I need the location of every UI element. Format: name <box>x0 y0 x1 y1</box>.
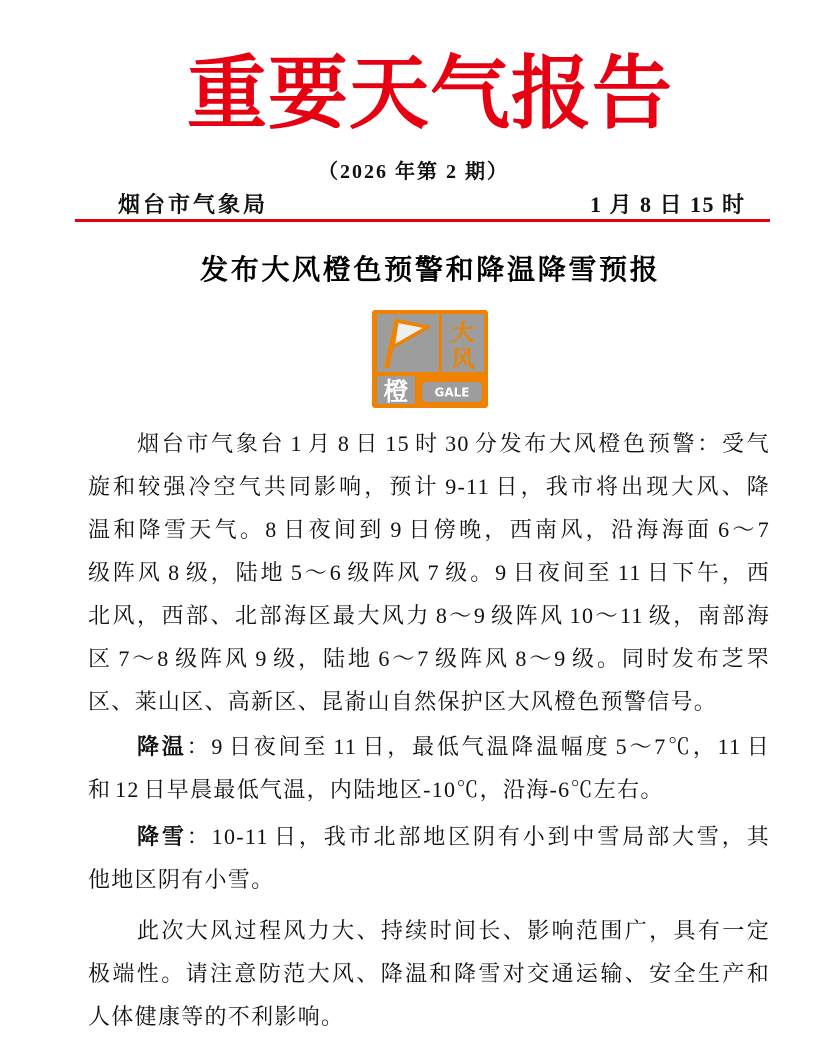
paragraph-line <box>137 815 770 858</box>
report-title: 重要天气报告 <box>187 46 673 140</box>
paragraph-line: 温和降雪天气。8 日夜间到 9 日傍晚，西南风，沿海海面 6～7 <box>88 516 770 542</box>
paragraph-line: 此次大风过程风力大、持续时间长、影响范围广，具有一定 <box>137 917 770 943</box>
paragraph-line: 烟台市气象台 1 月 8 日 15 时 30 分发布大风橙色预警：受气 <box>137 430 770 456</box>
issuing-agency: 烟台市气象局 <box>118 192 269 217</box>
snowfall-label: 降雪 <box>137 823 187 849</box>
paragraph-line: 极端性。请注意防范大风、降温和降雪对交通运输、安全生产和 <box>88 960 770 986</box>
header-divider <box>75 219 770 222</box>
icon-char-feng: 风 <box>451 347 475 373</box>
cooling-label: 降温 <box>137 733 187 759</box>
icon-char-da: 大 <box>451 320 475 346</box>
warning-icon-graphic <box>372 310 488 408</box>
icon-english-label: GALE <box>434 385 470 400</box>
issue-time: 1 月 8 日 15 时 <box>590 192 746 217</box>
paragraph-line: 旋和较强冷空气共同影响，预计 9-11 日，我市将出现大风、降 <box>88 473 770 499</box>
gale-orange-warning-icon <box>372 310 488 408</box>
cooling-paragraph <box>88 725 770 811</box>
warning-paragraph <box>88 422 770 723</box>
paragraph-line: 和 12 日早晨最低气温，内陆地区-10℃，沿海-6℃左右。 <box>88 776 664 802</box>
paragraph-line: 人体健康等的不利影响。 <box>88 1003 345 1029</box>
paragraph-line: 区、莱山区、高新区、昆嵛山自然保护区大风橙色预警信号。 <box>88 688 718 714</box>
paragraph-line: 区 7～8 级阵风 9 级，陆地 6～7 级阵风 8～9 级。同时发布芝罘 <box>88 645 770 671</box>
icon-level-char: 橙 <box>383 377 409 406</box>
snowfall-text: ：10-11 日，我市北部地区阴有小到中雪局部大雪，其 <box>186 823 770 849</box>
cooling-text: ：9 日夜间至 11 日，最低气温降温幅度 5～7℃，11 日 <box>186 733 771 759</box>
advisory-paragraph <box>88 909 770 1038</box>
paragraph-line: 北风，西部、北部海区最大风力 8～9 级阵风 10～11 级，南部海 <box>88 602 770 628</box>
snowfall-paragraph <box>88 815 770 901</box>
paragraph-line: 级阵风 8 级，陆地 5～6 级阵风 7 级。9 日夜间至 11 日下午，西 <box>88 559 770 585</box>
report-headline: 发布大风橙色预警和降温降雪预报 <box>200 253 661 286</box>
report-body <box>88 422 770 1038</box>
paragraph-line <box>137 725 770 768</box>
issue-number: （2026 年第 2 期） <box>318 161 509 183</box>
paragraph-line: 他地区阴有小雪。 <box>88 866 275 892</box>
